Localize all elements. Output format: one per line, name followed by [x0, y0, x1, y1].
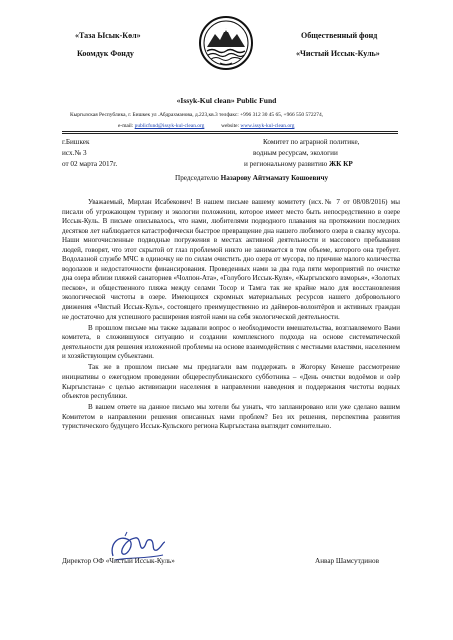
website-link[interactable]: www.issyk-kul-clean.org — [240, 123, 295, 129]
header-left-line2: Коомдук Фонду — [77, 49, 134, 58]
letter-body — [62, 198, 400, 434]
addressee — [175, 174, 328, 182]
signatory-position: Директор ОФ «Чистый Иссык-Куль» — [62, 557, 175, 565]
header-left-line1: «Таза Ысык-Көл» — [75, 31, 141, 40]
header-right-line1: Общественный фонд — [301, 31, 378, 40]
paragraph-3: Так же в прошлом письме мы предлагали вам поддержать в Жогорку Кенеше рассмотрение инициативы о ежегодном проведении общереспубликанского субботника – «День очистки водоёмов и озёр Кыргызстана» с целью активизации населения в направлении наведения и поддержания чистоты водных объектов республики. — [62, 363, 400, 401]
recipient-line1: Комитет по аграрной политике, — [263, 138, 360, 146]
fund-logo — [198, 14, 254, 72]
fund-name: «Issyk-Kul clean» Public Fund — [176, 96, 277, 105]
recipient-line3-prefix: и региональному развитию — [244, 160, 330, 168]
outgoing-number: исх.№ 3 — [62, 149, 87, 157]
city: г.Бишкек — [62, 138, 90, 146]
recipient-line2: водным ресурсам, экологии — [253, 149, 338, 157]
email-link[interactable]: publicfund@issyk-kul-clean.org — [134, 123, 205, 129]
paragraph-2: В прошлом письме мы также задавали вопрос о необходимости вмешательства, возглавляемого Вами комитета, в сложившуюся ситуацию и создании комплексного подхода на основе систематической деятельности для решения изложенной проблемы на основе взаимодействия с местными властями, населением и хозяйствующим субъектами. — [62, 323, 400, 361]
contact-line — [118, 123, 294, 129]
recipient-line3 — [244, 160, 353, 168]
paragraph-4: В вашем ответе на данное письмо мы хотели бы узнать, что запланировано или уже сделано вашим Комитетом в направлении решения описанных нами проблем? Без их решения, перспектива развития туристического будущего Иссык-Кульского региона Кыргызстана выглядит сомнительно. — [62, 403, 400, 431]
header-divider-bottom — [62, 133, 398, 134]
header-right-line2: «Чистый Иссык-Куль» — [296, 49, 380, 58]
email-label: e-mail: — [118, 123, 134, 129]
signatory-name: Анвар Шамсутдинов — [315, 557, 379, 565]
header-divider-top — [62, 131, 398, 132]
address-line: Кыргызская Республика, г. Бишкек ул .Абдрахманова, д.223,кв.3 телфакс: +996 312 30 45 65, +966 550 572274, — [70, 112, 323, 118]
letter-date: от 02 марта 2017г. — [62, 160, 118, 168]
website-label: website: — [221, 123, 240, 129]
addressee-prefix: Председателю — [175, 174, 221, 182]
recipient-abbrev: ЖК КР — [329, 160, 353, 168]
paragraph-1: Уважаемый, Мирлан Исабекович! В нашем письме вашему комитету (исх.№ 7 от 08/08/2016) мы писали об угрожающем туризму и экологии положении, которое имеет место быть непосредственно в озере Иссык-Куль. В письме описывалось, что нами, любителями подводного плавания на протяжении последних десятков лет наблюдается катастрофически быстрое превращение дна нашего любимого озера в свалку мусора. Наши многочисленные подводные погружения в местах активной деятельности и массового пребывания людей, говорят, что этот скрытой от глаз проблемой никто не занимается в том объеме, которого она требует. Водолазной службе МЧС в одиночку не по силам очистить дно озера от мусора, по причине малого количества водолазов и недостаточности финансирования. Проведенных нами за два года пяти мероприятий по очистке дна озера вблизи пляжей санаториев «Чолпон-Ата», «Голубого Иссык-Куля», «Кыргызского взморья», «Золотых песков», и общественного пляжа между селами Тосор и Тамга так же крайне мало для восстановления экологической чистоты в озере. Имеющихся скромных материальных ресурсов нашего добровольного движения «Чистый Иссык-Куль», состоящего преимущественно из дайверов-волонтёров и активных граждан не достаточно для успешного расширения взятой нами на себя экологической деятельности. — [62, 198, 400, 321]
addressee-name: Назарову Айтмамату Кошоевичу — [220, 174, 329, 182]
